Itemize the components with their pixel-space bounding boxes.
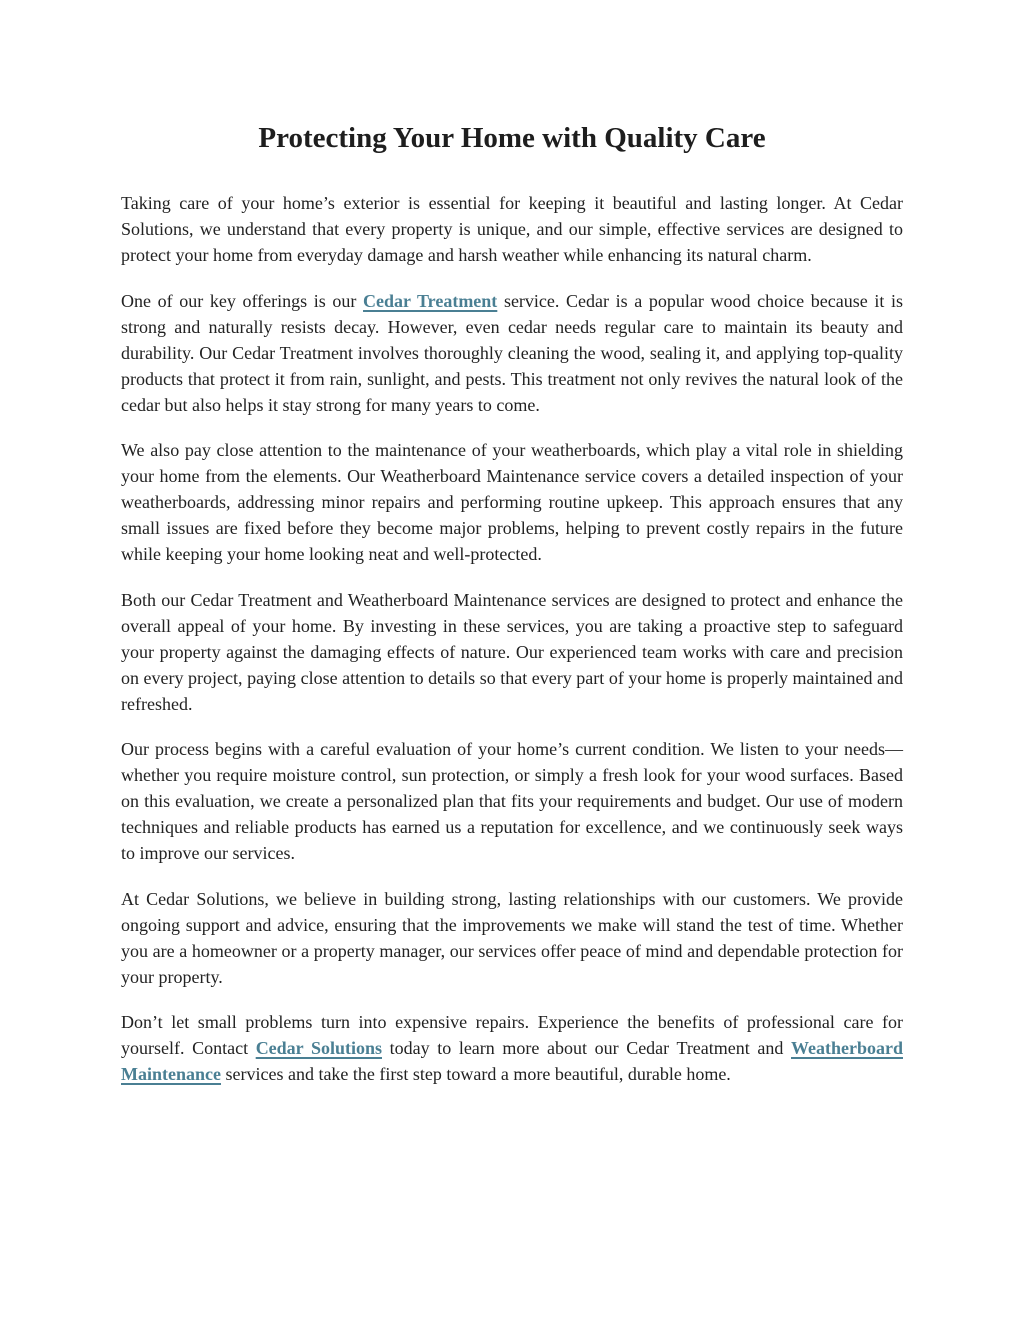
document-title: Protecting Your Home with Quality Care	[258, 122, 766, 154]
paragraph-process: Our process begins with a careful evaluation of your home’s current condition. We listen to your needs—whether you require moisture control, sun protection, or simply a fresh look for your wood surfaces. Based on this evaluation, we create a personalized plan that fits your requirements and budget. Our use of modern techniques and reliable products has earned us a reputation for excellence, and we continuously seek ways to improve our services.	[121, 739, 903, 863]
paragraph-cedar-treatment	[121, 288, 903, 418]
paragraph-intro: Taking care of your home’s exterior is essential for keeping it beautiful and lasting longer. At Cedar Solutions, we understand that every property is unique, and our simple, effective services are designed to protect your home from everyday damage and harsh weather while enhancing its natural charm.	[121, 193, 903, 265]
paragraph-call-to-action	[121, 1009, 903, 1087]
paragraph-text: services and take the first step toward a more beautiful, durable home.	[220, 1064, 731, 1084]
paragraph-services-overview: Both our Cedar Treatment and Weatherboard Maintenance services are designed to protect and enhance the overall appeal of your home. By investing in these services, you are taking a proactive step to safeguard your property against the damaging effects of nature. Our experienced team works with care and precision on every project, paying close attention to details so that every part of your home is properly maintained and refreshed.	[121, 589, 903, 714]
paragraph-weatherboards: We also pay close attention to the maintenance of your weatherboards, which play a vital role in shielding your home from the elements. Our Weatherboard Maintenance service covers a detailed inspection of your weatherboards, addressing minor repairs and performing routine upkeep. This approach ensures that any small issues are fixed before they become major problems, helping to prevent costly repairs in the future while keeping your home looking neat and well-protected.	[121, 440, 903, 564]
cedar-solutions-link[interactable]: Cedar Solutions	[255, 1038, 382, 1058]
paragraph-text: One of our key offerings is our	[121, 290, 364, 311]
paragraph-relationships: At Cedar Solutions, we believe in building strong, lasting relationships with our customers. We provide ongoing support and advice, ensuring that the improvements we make will stand the test of time. Whether you are a homeowner or a property manager, our services offer peace of mind and dependable protection for your property.	[121, 888, 903, 987]
document-page	[121, 118, 903, 1107]
paragraph-text: Don’t let small problems turn into expensive repairs. Experience the benefits of professional care for yourself. Contact	[121, 1012, 903, 1058]
cedar-treatment-link[interactable]: Cedar Treatment	[363, 290, 498, 311]
paragraph-text: service. Cedar is a popular wood choice because it is strong and naturally resists decay. However, even cedar needs regular care to maintain its beauty and durability. Our Cedar Treatment involves thoroughly cleaning the wood, sealing it, and applying top-quality products that protect it from rain, sunlight, and pests. This treatment not only revives the natural look of the cedar but also helps it stay strong for many years to come.	[121, 290, 903, 415]
weatherboard-maintenance-link[interactable]: Weatherboard Maintenance	[121, 1038, 903, 1084]
paragraph-text: today to learn more about our Cedar Treatment and	[382, 1038, 791, 1058]
